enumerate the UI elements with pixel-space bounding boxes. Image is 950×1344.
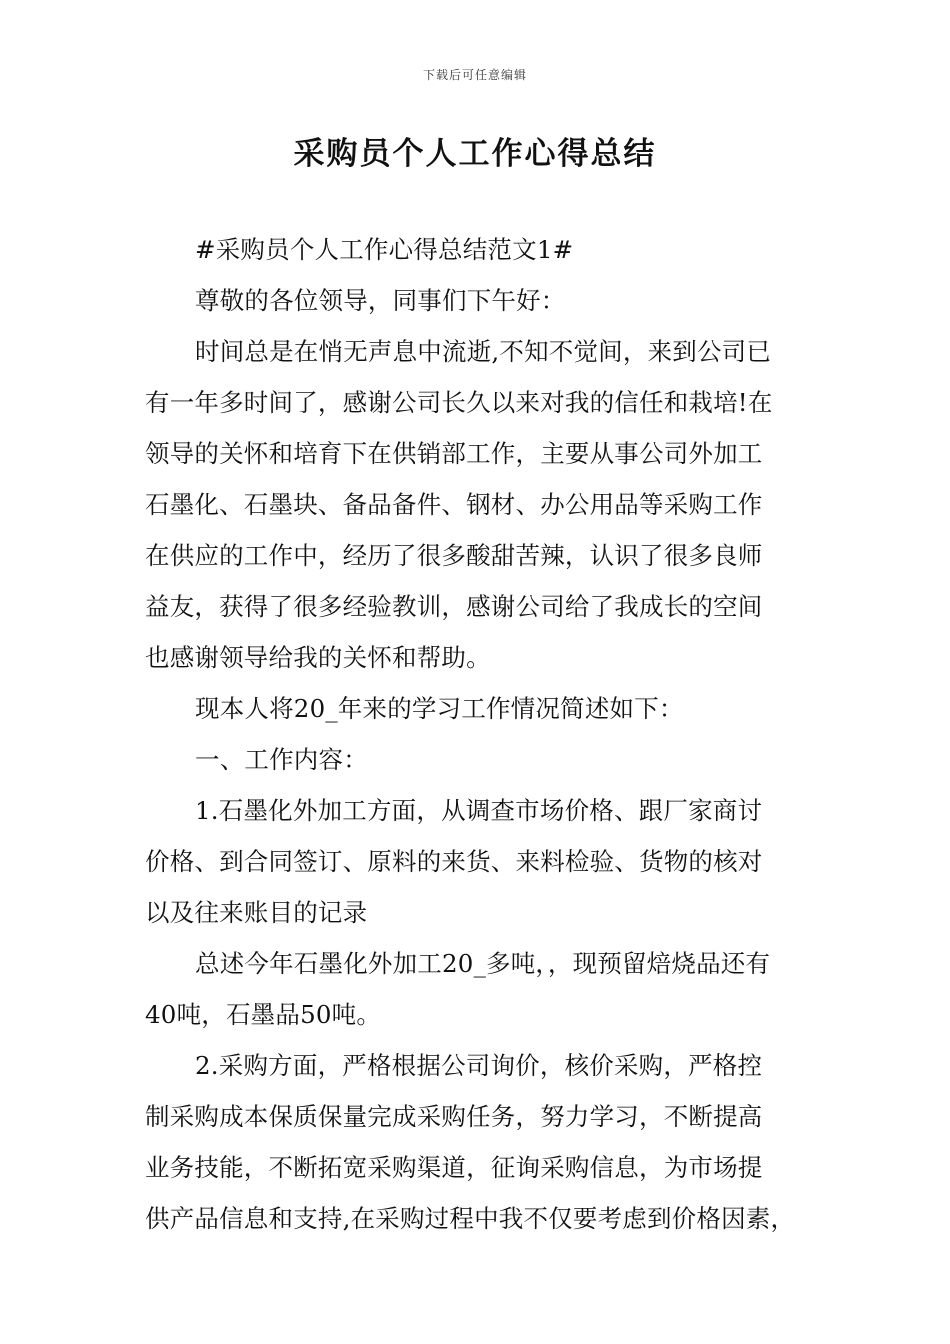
subheading-line: 一、工作内容： [195,745,368,774]
paragraph-line: 总述今年石墨化外加工20_多吨，，现预留焙烧品还有 [195,949,771,978]
paragraph-line: 在供应的工作中，经历了很多酸甜苦辣，认识了很多良师 [145,541,763,570]
paragraph-line: 40吨，石墨品50吨。 [145,1000,382,1029]
salutation-line: 尊敬的各位领导，同事们下午好： [195,286,566,315]
document-body [145,230,810,1250]
paragraph-line: 以及往来账目的记录 [145,898,368,927]
paragraph-line: 制采购成本保质保量完成采购任务，努力学习，不断提高 [145,1102,763,1131]
paragraph-line: 2.采购方面，严格根据公司询价，核价采购，严格控 [195,1051,763,1080]
paragraph-line: 1.石墨化外加工方面，从调查市场价格、跟厂家商讨 [195,796,763,825]
section-heading-line: #采购员个人工作心得总结范文1# [195,235,574,264]
header-note: 下载后可任意编辑 [422,68,527,82]
paragraph-line: 供产品信息和支持,在采购过程中我不仅要考虑到价格因素， [145,1204,796,1233]
paragraph-line: 价格、到合同签订、原料的来货、来料检验、货物的核对 [145,847,763,876]
document-title: 采购员个人工作心得总结 [293,136,657,172]
paragraph-line: 也感谢领导给我的关怀和帮助。 [145,643,491,672]
paragraph-line: 业务技能，不断拓宽采购渠道，征询采购信息，为市场提 [145,1153,763,1182]
paragraph-line: 现本人将20_年来的学习工作情况简述如下： [195,694,684,723]
paragraph-line: 石墨化、石墨块、备品备件、钢材、办公用品等采购工作 [145,490,763,519]
paragraph-line: 益友，获得了很多经验教训，感谢公司给了我成长的空间 [145,592,763,621]
paragraph-line: 有一年多时间了，感谢公司长久以来对我的信任和栽培!在 [145,388,773,417]
paragraph-line: 时间总是在悄无声息中流逝,不知不觉间，来到公司已 [195,337,772,366]
paragraph-line: 领导的关怀和培育下在供销部工作，主要从事公司外加工 [145,439,763,468]
